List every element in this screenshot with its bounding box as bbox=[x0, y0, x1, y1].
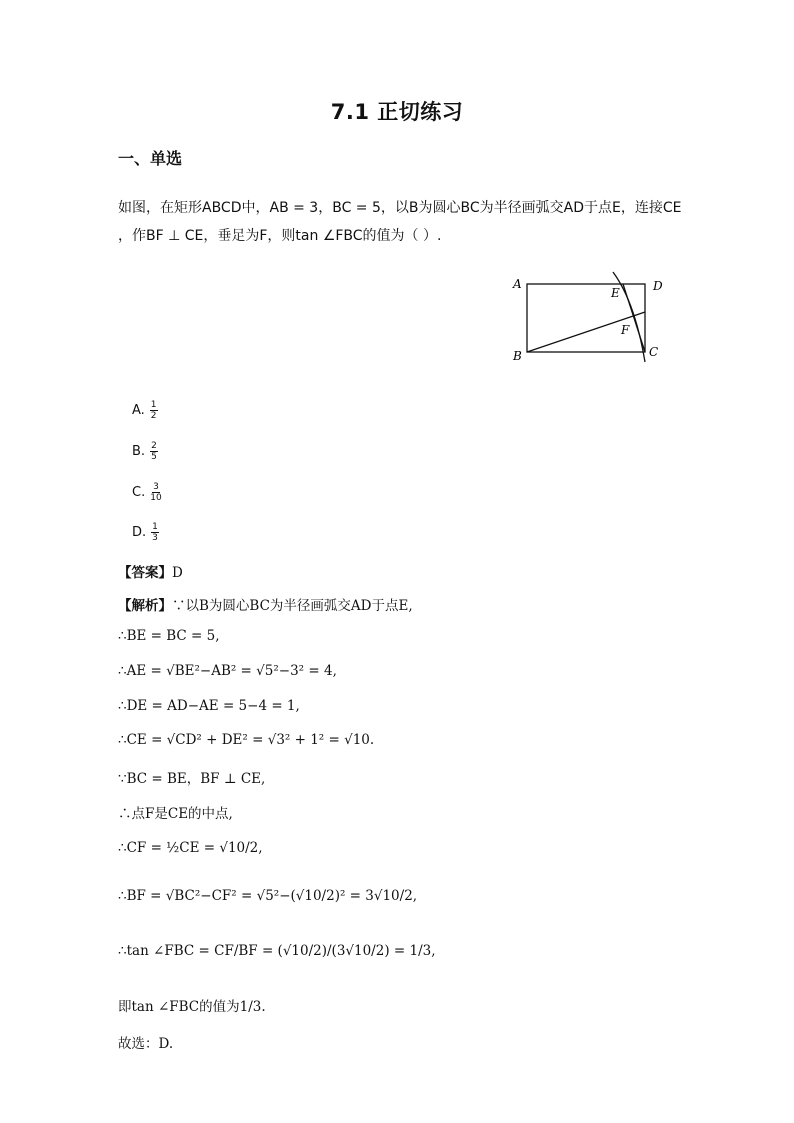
option-d bbox=[132, 522, 159, 543]
option-c bbox=[132, 482, 162, 503]
analysis-text: ∵以B为圆心BC为半径画弧交AD于点E, bbox=[172, 598, 413, 614]
label-b: B bbox=[513, 349, 522, 363]
option-letter: A. bbox=[132, 403, 145, 418]
option-fraction bbox=[151, 522, 159, 543]
option-a bbox=[132, 400, 158, 421]
page-title: 7.1 正切练习 bbox=[330, 100, 464, 124]
analysis-line-8: ∴BF = √BC²−CF² = √5²−(√10/2)² = 3√10/2, bbox=[118, 888, 418, 904]
numerator: 3 bbox=[153, 482, 159, 492]
analysis-line-10: 即tan ∠FBC的值为1/3. bbox=[118, 999, 266, 1015]
option-fraction bbox=[150, 400, 158, 421]
analysis-line-2: ∴AE = √BE²−AB² = √5²−3² = 4, bbox=[118, 663, 337, 679]
label-a: A bbox=[513, 277, 522, 291]
option-letter: B. bbox=[132, 444, 146, 459]
label-f: F bbox=[621, 323, 630, 337]
label-e: E bbox=[611, 286, 620, 300]
analysis-label: 【解析】 bbox=[118, 598, 172, 614]
label-d: D bbox=[653, 279, 663, 293]
analysis-line-7: ∴CF = ½CE = √10/2, bbox=[118, 840, 263, 856]
analysis-line-0 bbox=[118, 594, 413, 614]
numerator: 2 bbox=[151, 441, 157, 451]
option-b bbox=[132, 441, 158, 462]
analysis-line-9: ∴tan ∠FBC = CF/BF = (√10/2)/(3√10/2) = 1/3, bbox=[118, 943, 436, 959]
analysis-line-3: ∴DE = AD−AE = 5−4 = 1, bbox=[118, 698, 300, 714]
denominator: 2 bbox=[150, 411, 157, 421]
numerator: 1 bbox=[152, 522, 158, 532]
analysis-line-1: ∴BE = BC = 5, bbox=[118, 628, 220, 644]
denominator: 10 bbox=[150, 493, 162, 503]
question-line-1: 如图，在矩形ABCD中，AB = 3，BC = 5，以B为圆心BC为半径画弧交AD于点E，连接CE bbox=[118, 200, 682, 216]
option-letter: D. bbox=[132, 525, 147, 540]
option-fraction bbox=[150, 482, 161, 503]
label-c: C bbox=[649, 345, 659, 359]
answer-label: 【答案】 bbox=[118, 565, 172, 581]
denominator: 3 bbox=[152, 533, 158, 543]
answer bbox=[118, 561, 183, 581]
option-fraction bbox=[150, 441, 158, 462]
section-heading: 一、单选 bbox=[118, 149, 183, 168]
analysis-line-6: ∴点F是CE的中点, bbox=[118, 806, 233, 822]
answer-value: D bbox=[172, 565, 183, 581]
analysis-line-5: ∵BC = BE，BF ⊥ CE, bbox=[118, 771, 266, 787]
analysis-line-11: 故选：D. bbox=[118, 1036, 174, 1052]
option-letter: C. bbox=[132, 485, 146, 500]
question-line-2: ，作BF ⊥ CE，垂足为F，则tan ∠FBC的值为（ ）. bbox=[118, 228, 442, 244]
analysis-line-4: ∴CE = √CD² + DE² = √3² + 1² = √10. bbox=[118, 732, 375, 748]
geometry-figure bbox=[505, 270, 675, 370]
numerator: 1 bbox=[150, 400, 157, 410]
denominator: 5 bbox=[151, 452, 157, 462]
